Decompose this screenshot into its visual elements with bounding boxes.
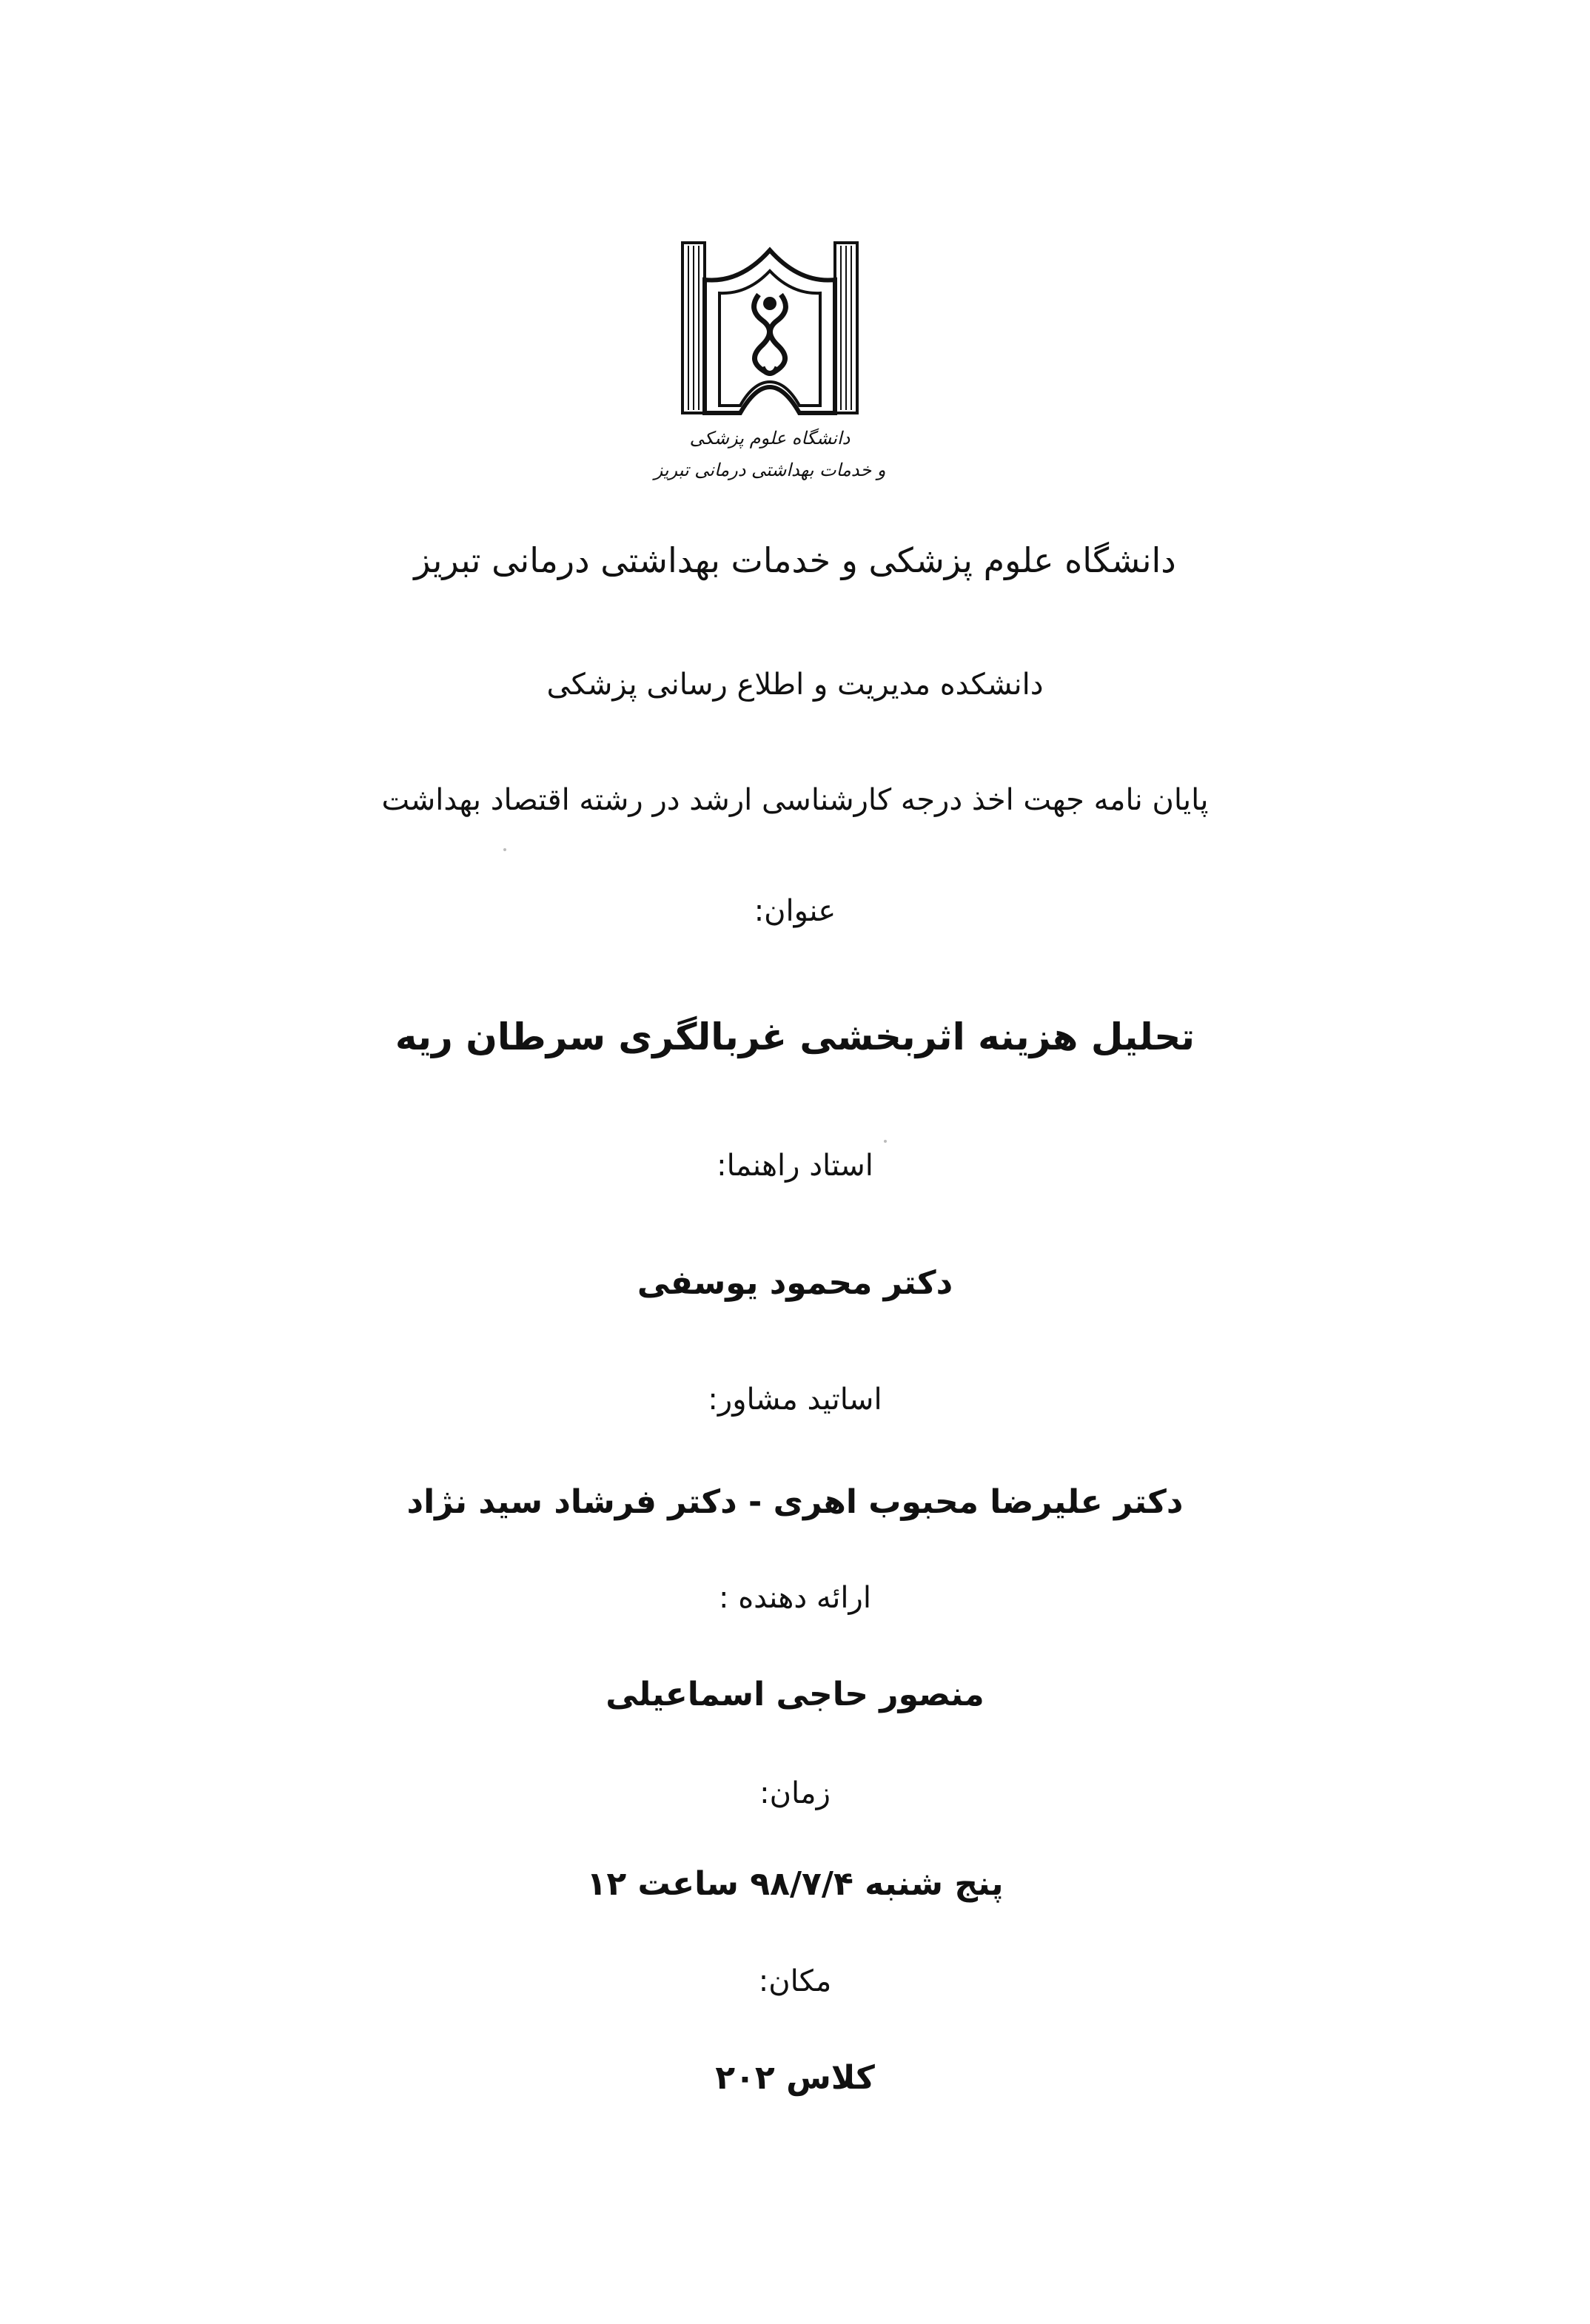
advisors-names: دکتر علیرضا محبوب اهری - دکتر فرشاد سید نژاد: [406, 1483, 1184, 1521]
faculty-name: دانشکده مدیریت و اطلاع رسانی پزشکی: [546, 668, 1044, 702]
supervisor-label: استاد راهنما:: [717, 1149, 873, 1183]
university-name: دانشگاه علوم پزشکی و خدمات بهداشتی درمانی تبریز: [414, 540, 1176, 580]
supervisor-name: دکتر محمود یوسفی: [637, 1264, 953, 1302]
thesis-title: تحلیل هزینه اثربخشی غربالگری سرطان ریه: [395, 1015, 1195, 1058]
defense-time: پنج شنبه ۹۸/۷/۴ ساعت ۱۲: [586, 1865, 1004, 1903]
title-label: عنوان:: [754, 894, 836, 928]
place-label: مکان:: [758, 1964, 832, 1998]
university-emblem-icon: [654, 235, 886, 502]
degree-statement: پایان نامه جهت اخذ درجه کارشناسی ارشد در رشته اقتصاد بهداشت: [381, 783, 1209, 817]
svg-text:و خدمات بهداشتی درمانی تبریز: و خدمات بهداشتی درمانی تبریز: [654, 460, 886, 480]
time-label: زمان:: [759, 1776, 831, 1810]
presenter-name: منصور حاجی اسماعیلی: [606, 1676, 984, 1713]
defense-place: کلاس ۲۰۲: [715, 2059, 875, 2097]
svg-text:دانشگاه علوم پزشکی: دانشگاه علوم پزشکی: [689, 428, 851, 449]
advisors-label: اساتید مشاور:: [708, 1383, 882, 1417]
presenter-label: ارائه دهنده :: [719, 1581, 871, 1615]
university-logo: [654, 235, 886, 502]
scan-speck: [884, 1140, 887, 1143]
scan-speck: [503, 848, 506, 851]
